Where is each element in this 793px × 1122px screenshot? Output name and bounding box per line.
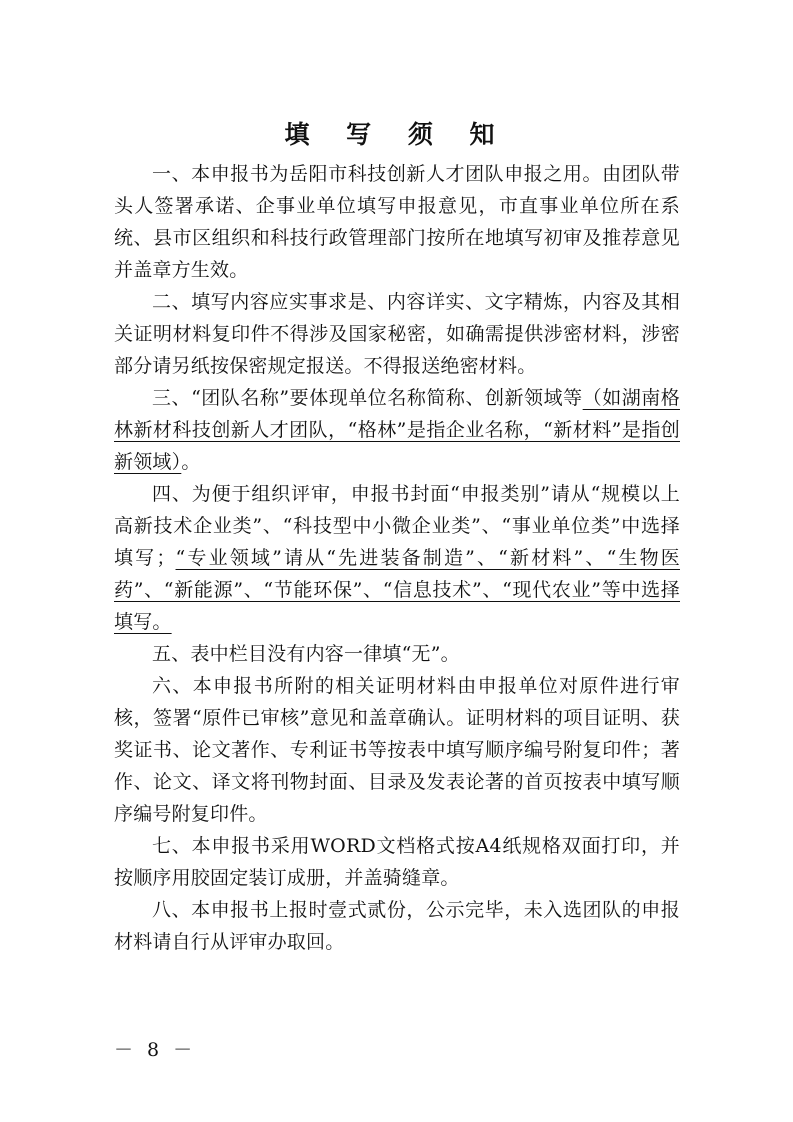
paragraph-6: 六、本申报书所附的相关证明材料由申报单位对原件进行审核，签署“原件已审核”意见和盖章确认。证明材料的项目证明、获奖证书、论文著作、专利证书等按表中填写顺序编号附复印件；著作、论文、译文将刊物封面、目录及发表论著的首页按表中填写顺序编号附复印件。 bbox=[114, 675, 680, 825]
paragraph-1: 一、本申报书为岳阳市科技创新人才团队申报之用。由团队带头人签署承诺、企事业单位填写申报意见，市直事业单位所在系统、县市区组织和科技行政管理部门按所在地填写初审及推荐意见并盖章方生效。 bbox=[114, 163, 680, 281]
paragraph-3-example-underlined: （如湖南格林新材科技创新人才团队，“格林”是指企业名称，“新材料”是指创新领域） bbox=[114, 387, 680, 473]
paragraph-7: 七、本申报书采用WORD文档格式按A4纸规格双面打印，并按顺序用胶固定装订成册，并盖骑缝章。 bbox=[114, 835, 680, 889]
paragraph-2: 二、填写内容应实事求是、内容详实、文字精炼，内容及其相关证明材料复印件不得涉及国家秘密，如确需提供涉密材料，涉密部分请另纸按保密规定报送。不得报送绝密材料。 bbox=[114, 291, 680, 377]
paragraph-4-text: 四、为便于组织评审，申报书封面“申报类别”请从“规模以上高新技术企业类”、“科技型中小微企业类”、“事业单位类”中选择填写； bbox=[114, 483, 680, 569]
paragraph-4-fields-underlined: “专业领域”请从“先进装备制造”、“新材料”、“生物医药”、“新能源”、“节能环保”、“信息技术”、“现代农业”等中选择填写。 bbox=[114, 547, 680, 633]
paragraph-8: 八、本申报书上报时壹式贰份，公示完毕，未入选团队的申报材料请自行从评审办取回。 bbox=[114, 899, 680, 953]
paragraph-3-text: 三、“团队名称”要体现单位名称简称、创新领域等 bbox=[152, 387, 583, 409]
page-title: 填 写 须 知 bbox=[284, 120, 509, 149]
paragraph-3 bbox=[114, 382, 680, 478]
paragraph-4 bbox=[114, 478, 680, 638]
paragraph-5: 五、表中栏目没有内容一律填“无”。 bbox=[152, 643, 460, 665]
instructions-body bbox=[114, 158, 680, 958]
paragraph-3-end: 。 bbox=[181, 451, 201, 473]
page-number: － 8 － bbox=[114, 1039, 197, 1061]
